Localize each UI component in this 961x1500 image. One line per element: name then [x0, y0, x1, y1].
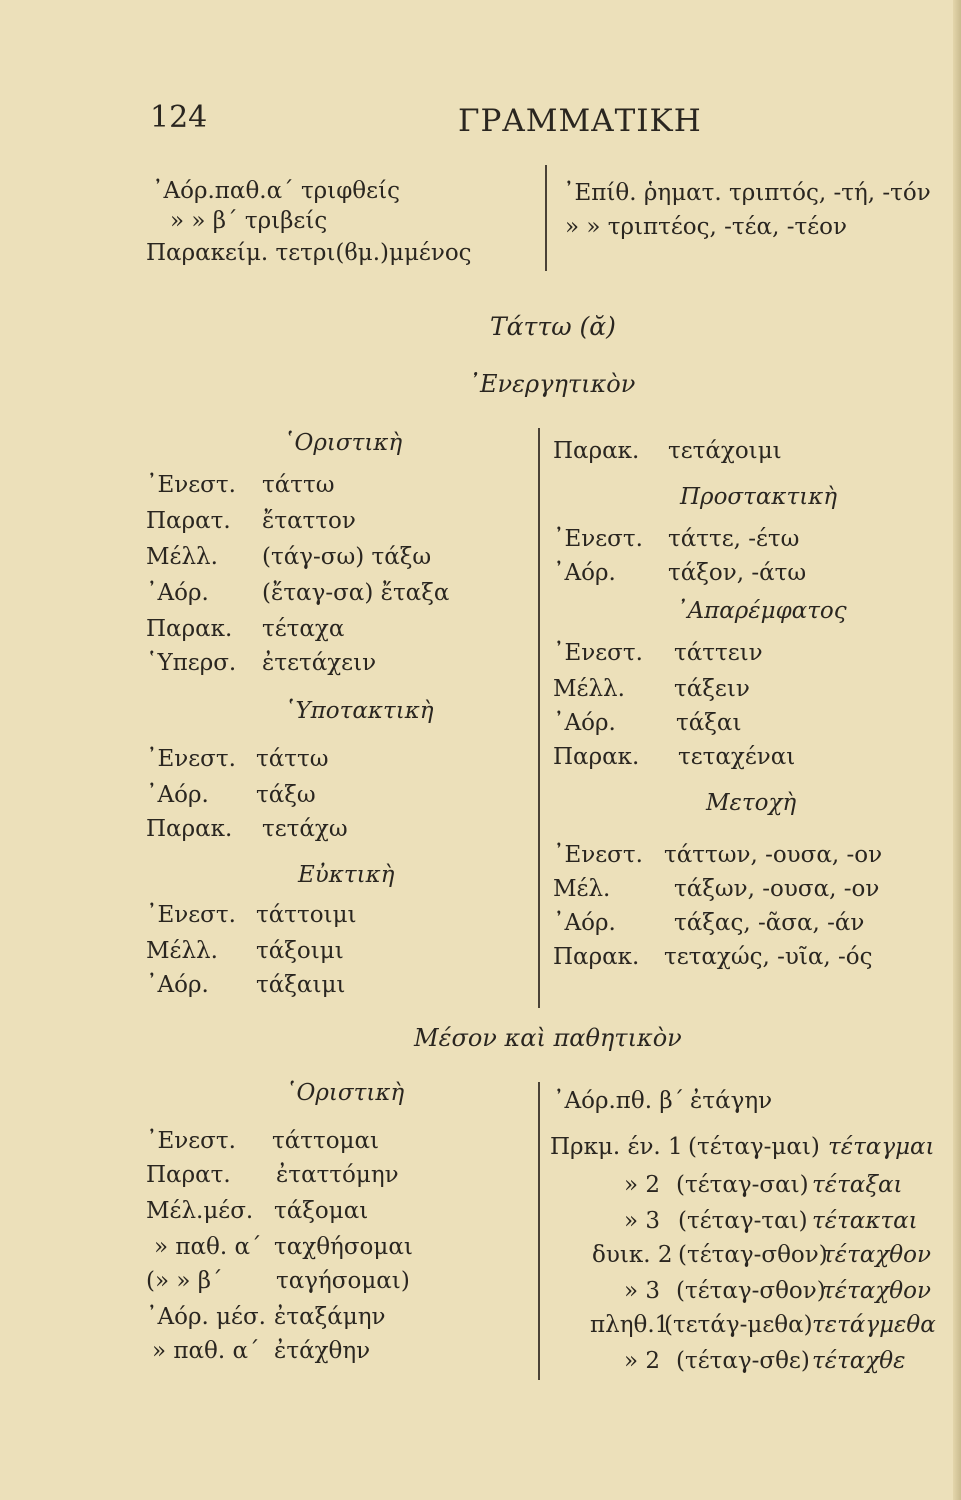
label: ᾿Ενεστ.	[146, 746, 236, 772]
top-left-line-3: Παρακείμ. τετρι(ϐμ.)μμένος	[146, 240, 472, 266]
label: δυικ. 2	[592, 1242, 673, 1268]
form: (τέταγ-μαι)	[688, 1134, 820, 1160]
form: ταγήσομαι)	[276, 1268, 410, 1294]
label: Παρακ.	[553, 744, 640, 770]
form: τεταχέναι	[678, 744, 796, 770]
label: ᾿Αόρ.πθ. β΄	[553, 1088, 685, 1114]
label: πληθ.1	[590, 1312, 670, 1338]
form: ἔταττον	[262, 508, 356, 534]
form: τάττε, -έτω	[668, 526, 800, 552]
form: ἐτάγην	[690, 1088, 773, 1114]
label: Μέλ.	[553, 876, 611, 902]
form: τεταχώς, -υῖα, -ός	[664, 944, 873, 970]
imperative-heading: Προστακτικὴ	[680, 484, 838, 510]
form: τετάχω	[262, 816, 348, 842]
label: Μέλλ.	[553, 676, 625, 702]
final-form: τέταχθε	[812, 1348, 906, 1374]
form: ἐταττόμην	[276, 1162, 399, 1188]
label: ᾿Αόρ.	[146, 782, 209, 808]
final-form: τέτακται	[812, 1208, 918, 1234]
column-divider-top	[545, 165, 547, 271]
form: (τετάγ-μεθα)	[664, 1312, 813, 1338]
label: ᾿Ενεστ.	[553, 842, 643, 868]
form: (τάγ-σω) τάξω	[262, 544, 432, 570]
column-divider-middle	[538, 1082, 540, 1380]
label: Παρακ.	[553, 944, 640, 970]
optative-heading: Εὐκτικὴ	[298, 862, 395, 888]
form: τάξαιμι	[256, 972, 346, 998]
label: ᾿Αόρ.	[553, 560, 616, 586]
page-number: 124	[150, 100, 208, 135]
label: Μέλλ.	[146, 938, 218, 964]
final-form: τέταγμαι	[828, 1134, 935, 1160]
form: τάξομαι	[274, 1198, 369, 1224]
label: Παρακ.	[146, 816, 233, 842]
label: Μέλλ.	[146, 544, 218, 570]
form: τάξων, -ουσα, -ον	[674, 876, 880, 902]
verb-title: Τάττω (ᾰ)	[490, 312, 616, 341]
form: (ἔταγ-σα) ἔταξα	[262, 580, 450, 606]
page-title: ΓΡΑΜΜΑΤΙΚΗ	[458, 103, 702, 139]
label: » 3	[624, 1208, 661, 1234]
form: (τέταγ-σθον)	[676, 1278, 826, 1304]
label: ᾿Ενεστ.	[146, 1128, 236, 1154]
form: τέταχα	[262, 616, 345, 642]
final-form: τέταχθον	[822, 1278, 931, 1304]
form: ταχθήσομαι	[274, 1234, 413, 1260]
label: » 2	[624, 1172, 661, 1198]
top-right-line-1: ᾿Επίθ. ῥηματ. τριπτός, -τή, -τόν	[563, 180, 931, 206]
indicative-heading: ῾Οριστικὴ	[283, 430, 403, 456]
form: (τέταγ-ται)	[678, 1208, 808, 1234]
form: τάττω	[256, 746, 329, 772]
form: (τέταγ-σθον)	[678, 1242, 828, 1268]
column-divider-active	[538, 428, 540, 1008]
top-left-line-1: ᾿Αόρ.παθ.α΄ τριφθείς	[152, 178, 400, 204]
final-form: τέταξαι	[812, 1172, 903, 1198]
subjunctive-heading: ῾Υποτακτικὴ	[284, 698, 434, 724]
page-edge-shadow	[953, 0, 961, 1500]
active-voice-title: ᾿Ενεργητικὸν	[468, 370, 636, 398]
label: ᾿Αόρ.	[146, 972, 209, 998]
top-left-line-2: » » β΄ τριβείς	[170, 208, 328, 234]
label: ᾿Ενεστ.	[146, 472, 236, 498]
label: Παρατ.	[146, 508, 231, 534]
form: ἐταξάμην	[274, 1304, 386, 1330]
infinitive-heading: ᾿Απαρέμφατος	[676, 598, 847, 624]
top-right-line-2: » » τριπτέος, -τέα, -τέον	[565, 214, 847, 240]
label: » παθ. α΄	[152, 1338, 260, 1364]
label: ᾿Αόρ. μέσ.	[146, 1304, 266, 1330]
form: ἐτετάχειν	[262, 650, 377, 676]
form: τάττειν	[674, 640, 763, 666]
form: τάξοιμι	[256, 938, 344, 964]
final-form: τετάγμεθα	[812, 1312, 936, 1338]
label: ᾿Ενεστ.	[553, 526, 643, 552]
label: Παρακ.	[146, 616, 233, 642]
form: τάττοιμι	[256, 902, 357, 928]
participle-heading: Μετοχὴ	[706, 790, 797, 816]
label: ᾿Ενεστ.	[146, 902, 236, 928]
form: τάττω	[262, 472, 335, 498]
label: ᾿Ενεστ.	[553, 640, 643, 666]
label: Παρατ.	[146, 1162, 231, 1188]
label: ᾿Αόρ.	[553, 710, 616, 736]
form: τάξειν	[674, 676, 750, 702]
label: ᾿Αόρ.	[146, 580, 209, 606]
label: (» » β΄	[146, 1268, 223, 1294]
label: » 2	[624, 1348, 661, 1374]
final-form: τέταχθον	[822, 1242, 931, 1268]
form: τάξον, -άτω	[668, 560, 807, 586]
form: ἐτάχθην	[274, 1338, 371, 1364]
label: » παθ. α΄	[154, 1234, 262, 1260]
form: τετάχοιμι	[668, 438, 782, 464]
middle-passive-title: Μέσον καὶ παθητικὸν	[414, 1024, 682, 1052]
form: τάξαι	[676, 710, 742, 736]
label: » 3	[624, 1278, 661, 1304]
label: ῾Υπερσ.	[146, 650, 237, 676]
form: τάττων, -ουσα, -ον	[664, 842, 883, 868]
form: τάξας, -ᾶσα, -άν	[674, 910, 865, 936]
form: τάξω	[256, 782, 316, 808]
middle-indicative-heading: ῾Οριστικὴ	[285, 1080, 405, 1106]
label: Πρκμ. έν. 1	[550, 1134, 683, 1160]
label: Μέλ.μέσ.	[146, 1198, 254, 1224]
label: ᾿Αόρ.	[553, 910, 616, 936]
form: (τέταγ-σαι)	[676, 1172, 809, 1198]
form: τάττομαι	[272, 1128, 380, 1154]
form: (τέταγ-σθε)	[676, 1348, 810, 1374]
label: Παρακ.	[553, 438, 640, 464]
